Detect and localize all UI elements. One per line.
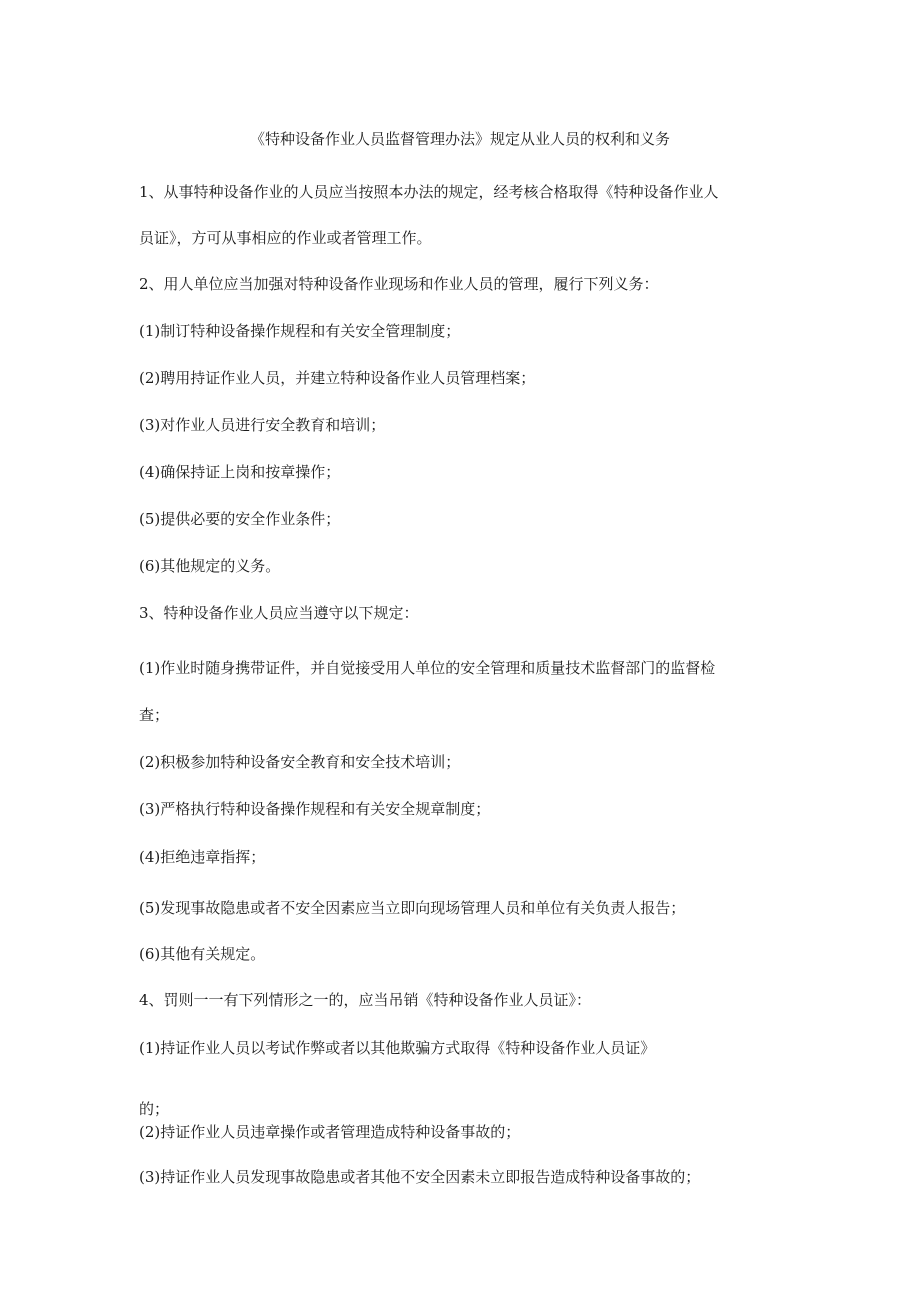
list-item: (6)其他规定的义务。 xyxy=(139,557,281,575)
paragraph-line: 2、用人单位应当加强对特种设备作业现场和作业人员的管理，履行下列义务： xyxy=(139,275,659,293)
list-item-continuation: 查； xyxy=(139,706,170,724)
paragraph-line: 3、特种设备作业人员应当遵守以下规定： xyxy=(139,604,419,622)
list-item: (2)积极参加特种设备安全教育和安全技术培训； xyxy=(139,753,461,771)
list-item: (6)其他有关规定。 xyxy=(139,945,266,963)
list-item: (1)制订特种设备操作规程和有关安全管理制度； xyxy=(139,322,461,340)
list-item: (5)发现事故隐患或者不安全因素应当立即向现场管理人员和单位有关负责人报告； xyxy=(139,899,686,917)
list-item: (4)拒绝违章指挥； xyxy=(139,848,266,866)
document-title: 《特种设备作业人员监督管理办法》规定从业人员的权利和义务 xyxy=(249,130,670,148)
list-item: (2)持证作业人员违章操作或者管理造成特种设备事故的； xyxy=(139,1123,521,1141)
list-item: (3)持证作业人员发现事故隐患或者其他不安全因素未立即报告造成特种设备事故的； xyxy=(139,1168,701,1186)
list-item: (5)提供必要的安全作业条件； xyxy=(139,510,341,528)
list-item: (4)确保持证上岗和按章操作； xyxy=(139,463,341,481)
list-item: (1)作业时随身携带证件，并自觉接受用人单位的安全管理和质量技术监督部门的监督检 xyxy=(139,659,716,677)
list-item: (1)持证作业人员以考试作弊或者以其他欺骗方式取得《特种设备作业人员证》 xyxy=(139,1039,656,1057)
paragraph-line: 4、罚则一一有下列情形之一的，应当吊销《特种设备作业人员证》： xyxy=(139,991,592,1009)
paragraph-line: 1、从事特种设备作业的人员应当按照本办法的规定，经考核合格取得《特种设备作业人 xyxy=(139,183,719,201)
list-item: (3)严格执行特种设备操作规程和有关安全规章制度； xyxy=(139,800,491,818)
list-item-continuation: 的； xyxy=(139,1100,170,1118)
list-item: (2)聘用持证作业人员，并建立特种设备作业人员管理档案； xyxy=(139,369,536,387)
paragraph-line: 员证》，方可从事相应的作业或者管理工作。 xyxy=(139,229,432,247)
list-item: (3)对作业人员进行安全教育和培训； xyxy=(139,416,386,434)
